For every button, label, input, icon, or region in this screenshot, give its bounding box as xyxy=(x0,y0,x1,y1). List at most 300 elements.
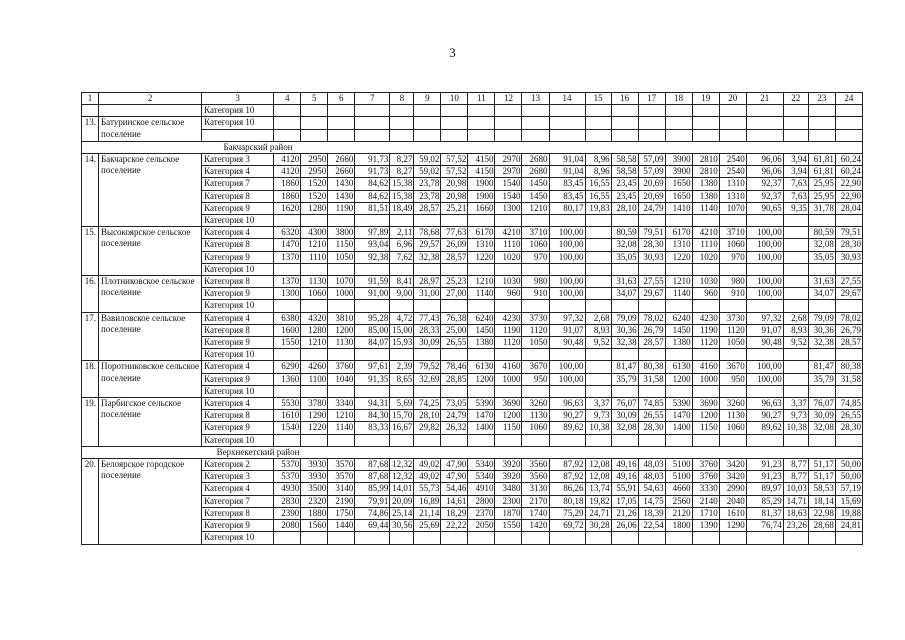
value-cell: 76,07 xyxy=(808,398,835,410)
value-cell: 950 xyxy=(719,373,746,385)
value-cell xyxy=(611,300,638,312)
value-cell: 1210 xyxy=(328,410,355,422)
value-cell xyxy=(692,434,719,446)
value-cell xyxy=(355,349,390,361)
value-cell: 100,00 xyxy=(746,227,783,239)
value-cell: 1610 xyxy=(274,410,301,422)
value-cell: 51,17 xyxy=(808,471,835,483)
value-cell: 97,89 xyxy=(355,227,390,239)
value-cell: 87,92 xyxy=(549,471,585,483)
value-cell: 25,95 xyxy=(808,178,835,190)
table-row xyxy=(82,459,863,471)
value-cell: 30,36 xyxy=(808,324,835,336)
value-cell: 4230 xyxy=(692,312,719,324)
value-cell: 3800 xyxy=(328,227,355,239)
value-cell: 6240 xyxy=(665,312,692,324)
value-cell xyxy=(414,385,441,397)
value-cell: 1190 xyxy=(328,202,355,214)
category-cell: Категория 8 xyxy=(202,190,274,202)
value-cell: 25,23 xyxy=(441,276,468,288)
value-cell: 20,98 xyxy=(441,178,468,190)
value-cell: 8,65 xyxy=(390,373,414,385)
value-cell: 2680 xyxy=(522,166,549,178)
value-cell: 26,79 xyxy=(835,324,862,336)
settlement-name: Высокоярское сельское поселение xyxy=(99,227,202,276)
value-cell: 2660 xyxy=(328,154,355,166)
value-cell: 1280 xyxy=(301,202,328,214)
value-cell: 3690 xyxy=(495,398,522,410)
value-cell: 80,38 xyxy=(835,361,862,373)
district-row xyxy=(82,141,863,153)
value-cell: 4910 xyxy=(468,483,495,495)
value-cell xyxy=(719,117,746,129)
value-cell xyxy=(441,215,468,227)
value-cell: 3560 xyxy=(522,459,549,471)
value-cell: 24,71 xyxy=(585,507,611,519)
value-cell: 15,70 xyxy=(390,410,414,422)
value-cell xyxy=(665,385,692,397)
value-cell xyxy=(495,434,522,446)
value-cell: 1210 xyxy=(301,337,328,349)
category-cell: Категория 2 xyxy=(202,459,274,471)
value-cell: 3420 xyxy=(719,471,746,483)
value-cell: 1060 xyxy=(301,288,328,300)
header-cell: 24 xyxy=(835,93,862,105)
value-cell: 100,00 xyxy=(746,276,783,288)
value-cell: 8,77 xyxy=(783,471,808,483)
value-cell: 4230 xyxy=(495,312,522,324)
value-cell xyxy=(611,385,638,397)
value-cell: 87,68 xyxy=(355,459,390,471)
value-cell: 1210 xyxy=(468,276,495,288)
value-cell xyxy=(522,434,549,446)
value-cell xyxy=(522,385,549,397)
value-cell: 25,21 xyxy=(441,202,468,214)
value-cell: 100,00 xyxy=(549,239,585,251)
value-cell xyxy=(585,300,611,312)
value-cell: 1020 xyxy=(692,251,719,263)
value-cell: 85,29 xyxy=(746,495,783,507)
value-cell: 1430 xyxy=(328,190,355,202)
value-cell: 30,28 xyxy=(585,520,611,532)
value-cell xyxy=(301,434,328,446)
value-cell: 32,38 xyxy=(611,337,638,349)
settlement-cell xyxy=(99,105,202,117)
value-cell xyxy=(328,263,355,275)
value-cell: 28,57 xyxy=(835,337,862,349)
category-cell: Категория 10 xyxy=(202,532,274,544)
header-cell: 8 xyxy=(390,93,414,105)
value-cell: 23,45 xyxy=(611,178,638,190)
value-cell xyxy=(355,263,390,275)
header-cell: 17 xyxy=(638,93,665,105)
value-cell: 6290 xyxy=(274,361,301,373)
value-cell: 96,06 xyxy=(746,166,783,178)
value-cell: 30,36 xyxy=(611,324,638,336)
value-cell: 3140 xyxy=(328,483,355,495)
value-cell: 49,16 xyxy=(611,459,638,471)
value-cell: 1200 xyxy=(328,324,355,336)
value-cell: 1140 xyxy=(468,288,495,300)
value-cell xyxy=(719,300,746,312)
value-cell: 1140 xyxy=(328,422,355,434)
value-cell xyxy=(808,434,835,446)
value-cell: 970 xyxy=(522,251,549,263)
value-cell: 19,82 xyxy=(585,495,611,507)
value-cell: 1130 xyxy=(328,337,355,349)
value-cell xyxy=(414,349,441,361)
value-cell: 6130 xyxy=(665,361,692,373)
value-cell: 83,45 xyxy=(549,178,585,190)
value-cell: 49,02 xyxy=(414,459,441,471)
category-cell: Категория 8 xyxy=(202,276,274,288)
value-cell: 94,31 xyxy=(355,398,390,410)
value-cell: 4210 xyxy=(692,227,719,239)
value-cell: 12,08 xyxy=(585,459,611,471)
value-cell: 1870 xyxy=(495,507,522,519)
value-cell: 78,68 xyxy=(414,227,441,239)
value-cell: 3690 xyxy=(692,398,719,410)
value-cell: 16,55 xyxy=(585,178,611,190)
value-cell: 6240 xyxy=(468,312,495,324)
category-cell: Категория 7 xyxy=(202,495,274,507)
value-cell: 92,37 xyxy=(746,190,783,202)
value-cell: 85,00 xyxy=(355,324,390,336)
value-cell: 1470 xyxy=(274,239,301,251)
value-cell xyxy=(783,276,808,288)
value-cell xyxy=(441,349,468,361)
value-cell xyxy=(301,532,328,544)
value-cell: 1380 xyxy=(692,178,719,190)
value-cell: 48,03 xyxy=(638,471,665,483)
value-cell xyxy=(692,215,719,227)
value-cell: 23,78 xyxy=(414,190,441,202)
value-cell xyxy=(355,129,390,141)
value-cell xyxy=(522,105,549,117)
value-cell: 2810 xyxy=(692,166,719,178)
value-cell: 1000 xyxy=(692,373,719,385)
value-cell: 18,14 xyxy=(808,495,835,507)
value-cell: 3260 xyxy=(719,398,746,410)
value-cell: 3420 xyxy=(719,459,746,471)
value-cell xyxy=(328,349,355,361)
value-cell xyxy=(783,117,808,129)
value-cell: 30,09 xyxy=(808,410,835,422)
value-cell: 22,98 xyxy=(808,507,835,519)
value-cell xyxy=(274,349,301,361)
value-cell: 87,92 xyxy=(549,459,585,471)
value-cell: 6,96 xyxy=(390,239,414,251)
value-cell: 26,09 xyxy=(441,239,468,251)
value-cell xyxy=(495,532,522,544)
value-cell: 3730 xyxy=(522,312,549,324)
value-cell: 9,73 xyxy=(783,410,808,422)
value-cell xyxy=(746,532,783,544)
value-cell: 22,90 xyxy=(835,190,862,202)
value-cell xyxy=(328,532,355,544)
value-cell: 10,03 xyxy=(783,483,808,495)
value-cell: 2,39 xyxy=(390,361,414,373)
value-cell: 4120 xyxy=(274,154,301,166)
value-cell: 91,07 xyxy=(549,324,585,336)
value-cell: 22,54 xyxy=(638,520,665,532)
index-cell: 13. xyxy=(82,117,99,141)
value-cell xyxy=(441,385,468,397)
value-cell: 1520 xyxy=(301,178,328,190)
value-cell xyxy=(746,349,783,361)
value-cell xyxy=(783,215,808,227)
value-cell: 2810 xyxy=(692,154,719,166)
value-cell: 1220 xyxy=(301,422,328,434)
value-cell: 1100 xyxy=(301,373,328,385)
value-cell: 49,02 xyxy=(414,471,441,483)
value-cell: 18,49 xyxy=(390,202,414,214)
value-cell: 16,89 xyxy=(414,495,441,507)
value-cell: 3710 xyxy=(522,227,549,239)
district-row xyxy=(82,446,863,458)
value-cell: 3340 xyxy=(328,398,355,410)
value-cell: 100,00 xyxy=(549,276,585,288)
value-cell: 25,69 xyxy=(414,520,441,532)
value-cell: 1000 xyxy=(495,373,522,385)
value-cell xyxy=(665,117,692,129)
value-cell: 28,57 xyxy=(638,337,665,349)
value-cell: 28,10 xyxy=(611,202,638,214)
value-cell: 19,83 xyxy=(585,202,611,214)
value-cell: 1150 xyxy=(495,422,522,434)
value-cell xyxy=(585,349,611,361)
value-cell xyxy=(585,385,611,397)
value-cell xyxy=(414,105,441,117)
value-cell xyxy=(549,105,585,117)
header-cell: 4 xyxy=(274,93,301,105)
value-cell xyxy=(274,385,301,397)
value-cell: 91,04 xyxy=(549,166,585,178)
value-cell: 60,24 xyxy=(835,166,862,178)
value-cell: 96,63 xyxy=(746,398,783,410)
value-cell: 3560 xyxy=(522,471,549,483)
value-cell: 9,73 xyxy=(585,410,611,422)
value-cell: 28,68 xyxy=(808,520,835,532)
value-cell: 1610 xyxy=(719,507,746,519)
value-cell xyxy=(808,385,835,397)
value-cell xyxy=(301,349,328,361)
value-cell: 93,04 xyxy=(355,239,390,251)
value-cell xyxy=(301,129,328,141)
value-cell xyxy=(611,215,638,227)
value-cell xyxy=(585,263,611,275)
value-cell xyxy=(783,349,808,361)
value-cell xyxy=(522,129,549,141)
header-cell: 22 xyxy=(783,93,808,105)
value-cell: 980 xyxy=(719,276,746,288)
value-cell xyxy=(301,385,328,397)
value-cell xyxy=(355,532,390,544)
header-cell: 3 xyxy=(202,93,274,105)
value-cell: 1210 xyxy=(665,276,692,288)
value-cell xyxy=(746,129,783,141)
value-cell: 1070 xyxy=(328,276,355,288)
value-cell xyxy=(468,349,495,361)
value-cell xyxy=(549,300,585,312)
value-cell: 28,10 xyxy=(414,410,441,422)
value-cell: 100,00 xyxy=(549,373,585,385)
value-cell: 1650 xyxy=(665,190,692,202)
value-cell: 4260 xyxy=(301,361,328,373)
value-cell: 91,73 xyxy=(355,166,390,178)
value-cell: 2120 xyxy=(665,507,692,519)
value-cell xyxy=(719,349,746,361)
value-cell: 2050 xyxy=(468,520,495,532)
value-cell: 31,00 xyxy=(414,288,441,300)
value-cell: 30,56 xyxy=(390,520,414,532)
value-cell xyxy=(495,105,522,117)
value-cell xyxy=(414,532,441,544)
value-cell xyxy=(611,349,638,361)
value-cell: 35,05 xyxy=(808,251,835,263)
value-cell: 28,57 xyxy=(441,251,468,263)
value-cell xyxy=(441,434,468,446)
value-cell: 3500 xyxy=(301,483,328,495)
value-cell: 91,35 xyxy=(355,373,390,385)
value-cell: 24,81 xyxy=(835,520,862,532)
header-cell: 16 xyxy=(611,93,638,105)
value-cell xyxy=(585,105,611,117)
value-cell: 1400 xyxy=(665,422,692,434)
table-row xyxy=(82,312,863,324)
header-cell: 15 xyxy=(585,93,611,105)
value-cell xyxy=(328,129,355,141)
value-cell: 2970 xyxy=(495,166,522,178)
value-cell: 1540 xyxy=(495,190,522,202)
value-cell: 16,55 xyxy=(585,190,611,202)
value-cell: 17,05 xyxy=(611,495,638,507)
value-cell xyxy=(783,263,808,275)
value-cell: 1120 xyxy=(522,324,549,336)
value-cell: 1190 xyxy=(495,324,522,336)
value-cell: 59,02 xyxy=(414,154,441,166)
value-cell: 18,39 xyxy=(638,507,665,519)
value-cell: 76,74 xyxy=(746,520,783,532)
category-cell: Категория 4 xyxy=(202,227,274,239)
value-cell xyxy=(468,129,495,141)
value-cell: 1210 xyxy=(522,202,549,214)
value-cell: 2950 xyxy=(301,154,328,166)
value-cell: 4150 xyxy=(468,166,495,178)
value-cell xyxy=(835,349,862,361)
value-cell: 5100 xyxy=(665,471,692,483)
value-cell: 1120 xyxy=(495,337,522,349)
value-cell: 76,38 xyxy=(441,312,468,324)
value-cell xyxy=(638,385,665,397)
category-cell: Категория 10 xyxy=(202,105,274,117)
value-cell: 1220 xyxy=(665,251,692,263)
value-cell: 92,38 xyxy=(355,251,390,263)
value-cell: 14,75 xyxy=(638,495,665,507)
value-cell: 1860 xyxy=(274,178,301,190)
value-cell: 85,99 xyxy=(355,483,390,495)
value-cell: 57,19 xyxy=(835,483,862,495)
value-cell: 1650 xyxy=(665,178,692,190)
value-cell: 18,63 xyxy=(783,507,808,519)
value-cell xyxy=(274,117,301,129)
value-cell xyxy=(638,434,665,446)
value-cell: 15,69 xyxy=(835,495,862,507)
value-cell: 2540 xyxy=(719,154,746,166)
value-cell: 90,65 xyxy=(746,202,783,214)
value-cell: 30,09 xyxy=(414,337,441,349)
value-cell: 100,00 xyxy=(746,361,783,373)
value-cell: 1900 xyxy=(468,178,495,190)
value-cell xyxy=(355,300,390,312)
value-cell: 28,30 xyxy=(835,239,862,251)
value-cell: 3810 xyxy=(328,312,355,324)
value-cell: 7,63 xyxy=(783,190,808,202)
value-cell xyxy=(328,215,355,227)
value-cell: 96,63 xyxy=(549,398,585,410)
value-cell: 32,38 xyxy=(414,251,441,263)
value-cell: 47,90 xyxy=(441,459,468,471)
value-cell xyxy=(746,385,783,397)
value-cell xyxy=(638,349,665,361)
value-cell xyxy=(522,215,549,227)
value-cell: 28,85 xyxy=(441,373,468,385)
district-label: Верхнекетский район xyxy=(82,446,863,458)
value-cell: 7,63 xyxy=(783,178,808,190)
value-cell: 1420 xyxy=(522,520,549,532)
value-cell: 1050 xyxy=(719,337,746,349)
value-cell: 3930 xyxy=(301,459,328,471)
value-cell: 1060 xyxy=(522,239,549,251)
value-cell: 12,08 xyxy=(585,471,611,483)
value-cell: 1470 xyxy=(665,410,692,422)
value-cell: 1150 xyxy=(692,422,719,434)
value-cell: 950 xyxy=(522,373,549,385)
value-cell: 1200 xyxy=(665,373,692,385)
value-cell xyxy=(328,105,355,117)
header-cell: 20 xyxy=(719,93,746,105)
value-cell: 1130 xyxy=(301,276,328,288)
category-cell: Категория 4 xyxy=(202,361,274,373)
value-cell xyxy=(746,215,783,227)
value-cell xyxy=(808,129,835,141)
value-cell: 87,68 xyxy=(355,471,390,483)
value-cell: 960 xyxy=(495,288,522,300)
value-cell: 32,08 xyxy=(808,239,835,251)
value-cell: 1430 xyxy=(328,178,355,190)
value-cell: 97,61 xyxy=(355,361,390,373)
value-cell xyxy=(585,215,611,227)
value-cell: 23,78 xyxy=(414,178,441,190)
value-cell: 1060 xyxy=(719,422,746,434)
value-cell: 4930 xyxy=(274,483,301,495)
value-cell: 1440 xyxy=(328,520,355,532)
value-cell xyxy=(692,300,719,312)
value-cell: 27,00 xyxy=(441,288,468,300)
value-cell xyxy=(665,532,692,544)
value-cell xyxy=(808,215,835,227)
value-cell xyxy=(638,117,665,129)
value-cell: 6130 xyxy=(468,361,495,373)
value-cell: 1380 xyxy=(692,190,719,202)
value-cell: 74,86 xyxy=(355,507,390,519)
value-cell: 14,71 xyxy=(783,495,808,507)
value-cell: 2950 xyxy=(301,166,328,178)
category-cell: Категория 8 xyxy=(202,410,274,422)
value-cell: 3260 xyxy=(522,398,549,410)
index-cell: 15. xyxy=(82,227,99,276)
value-cell: 1310 xyxy=(719,190,746,202)
